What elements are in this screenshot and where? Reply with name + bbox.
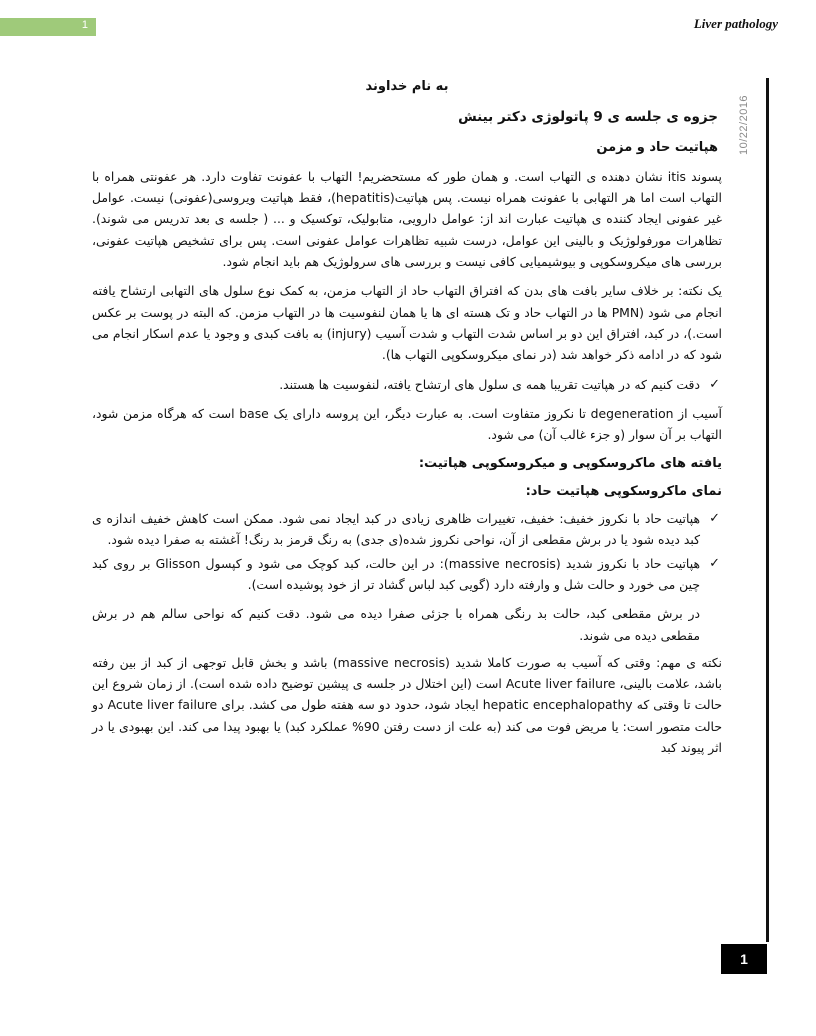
list-item: [92, 553, 720, 596]
check-list-2: [92, 508, 722, 595]
list-item-text: هپاتیت حاد با نکروز خفیف: خفیف، تغییرات ظاهری زیادی در کبد ایجاد نمی شود. ممکن است کاهش خفیف اندازه ی کبد دیده شود یا در برش مقطعی از آن، نواحی نکروز شده(ی جدی) به رنگ قرمز بد رنگ! آغشته به صفرا دیده شود.: [92, 511, 700, 548]
paragraph-important-note: نکته ی مهم: وقتی که آسیب به صورت کاملا شدید (massive necrosis) باشد و بخش قابل توجهی از کبد از بین رفته باشد، علامت بالینی، Acute liver failure است (این اختلال در جلسه ی پیشین توضیح داده شده است). از زمان شروع این حالت تا وقتی که hepatic encephalopathy ایجاد شود، حدود دو سه هفته طول می کشد. برای Acute liver failure دو حالت متصور است: یا مریض فوت می کند (به علت از دست رفتن 90% عملکرد کبد) یا بهبود پیدا می کند. این بهبودی یا در اثر پیوند کبد: [92, 654, 723, 756]
section-title: هپاتیت حاد و مزمن: [596, 139, 718, 155]
checkmark-icon: ✓: [709, 511, 720, 527]
page-tab-number: 1: [81, 19, 88, 31]
header-title: Liver pathology: [693, 16, 778, 31]
bismillah-heading: به نام خداوند: [365, 79, 449, 94]
list-item: [92, 374, 720, 395]
vertical-rule: [766, 78, 769, 942]
paragraph-degeneration: آسیب از degeneration تا نکروز متفاوت است. به عبارت دیگر، این پروسه دارای یک base است که هرگاه مزمن شود، التهاب بر آن سوار (و جزء غالب آن) می شود.: [92, 405, 722, 443]
document-body: [92, 76, 722, 766]
findings-heading: یافته های ماکروسکوپی و میکروسکوپی هپاتیت:: [418, 456, 722, 472]
check-list-1: [92, 374, 722, 395]
paragraph-intro: پسوند itis نشان دهنده ی التهاب است. و همان طور که مستحضریم! التهاب با عفونت تفاوت دارد. هر عفونتی همراه با التهاب است اما هر التهابی با عفونت همراه نیست. پس هپاتیت(hepatitis)، فقط هپاتیت ویروسی(عفونی) نیست. عوامل غیر عفونی ایجاد کننده ی هپاتیت عبارت اند از: عوامل دارویی، متابولیک، توکسیک و ... ( جلسه ی بعد تدریس می شوند). تظاهرات مورفولوژیک و بالینی این عوامل، درست شبیه تظاهرات عوامل عفونی است. پس برای تشخیص هپاتیت عفونی، بررسی های میکروسکوپی و بیوشیمیایی کافی نیست و بررسی های سرولوژیک هم باید انجام شود.: [92, 168, 722, 270]
date-stamp: 10/22/2016: [738, 94, 750, 156]
list-item-text: هپاتیت حاد با نکروز شدید (massive necrosis): در این حالت، کبد کوچک می شود و کپسول Glisson بر روی کبد چین می خورد و حالت شل و وارفته دارد (گویی کبد لباس گشاد تر از خود پوشیده است).: [92, 555, 700, 592]
checkmark-icon: ✓: [709, 376, 720, 392]
page-tab: [0, 18, 96, 36]
list-item-text: دقت کنیم که در هپاتیت تقریبا همه ی سلول های ارتشاح یافته، لنفوسیت ها هستند.: [279, 376, 700, 392]
paragraph-note: یک نکته: بر خلاف سایر بافت های بدن که افتراق التهاب حاد از التهاب مزمن، به کمک نوع سلول های التهابی ارتشاح یافته انجام می شود (PMN ها در التهاب حاد و تک هسته ای ها یا همان لنفوسیت ها در التهاب مزمن. که البته در پوست بر عکس است.)، در کبد، افتراق این دو بر اساس شدت التهاب و شدت آسیب (injury) به بافت کبدی و وجود یا عدم اسکار انجام می شود که در ادامه ذکر خواهد شد (در نمای میکروسکوپی التهاب ها).: [92, 283, 723, 363]
paragraph-cross-section: در برش مقطعی کبد، حالت بد رنگی همراه با جزئی صفرا دیده می شود. دقت کنیم که نواحی سالم هم در برش مقطعی دیده می شوند.: [92, 606, 700, 643]
list-item: [92, 508, 720, 551]
macro-heading: نمای ماکروسکوپی هپاتیت حاد:: [525, 483, 722, 499]
page-number: 1: [721, 944, 767, 974]
checkmark-icon: ✓: [709, 555, 720, 571]
document-title: جزوه ی جلسه ی 9 پاتولوژی دکتر بینش: [458, 109, 718, 126]
